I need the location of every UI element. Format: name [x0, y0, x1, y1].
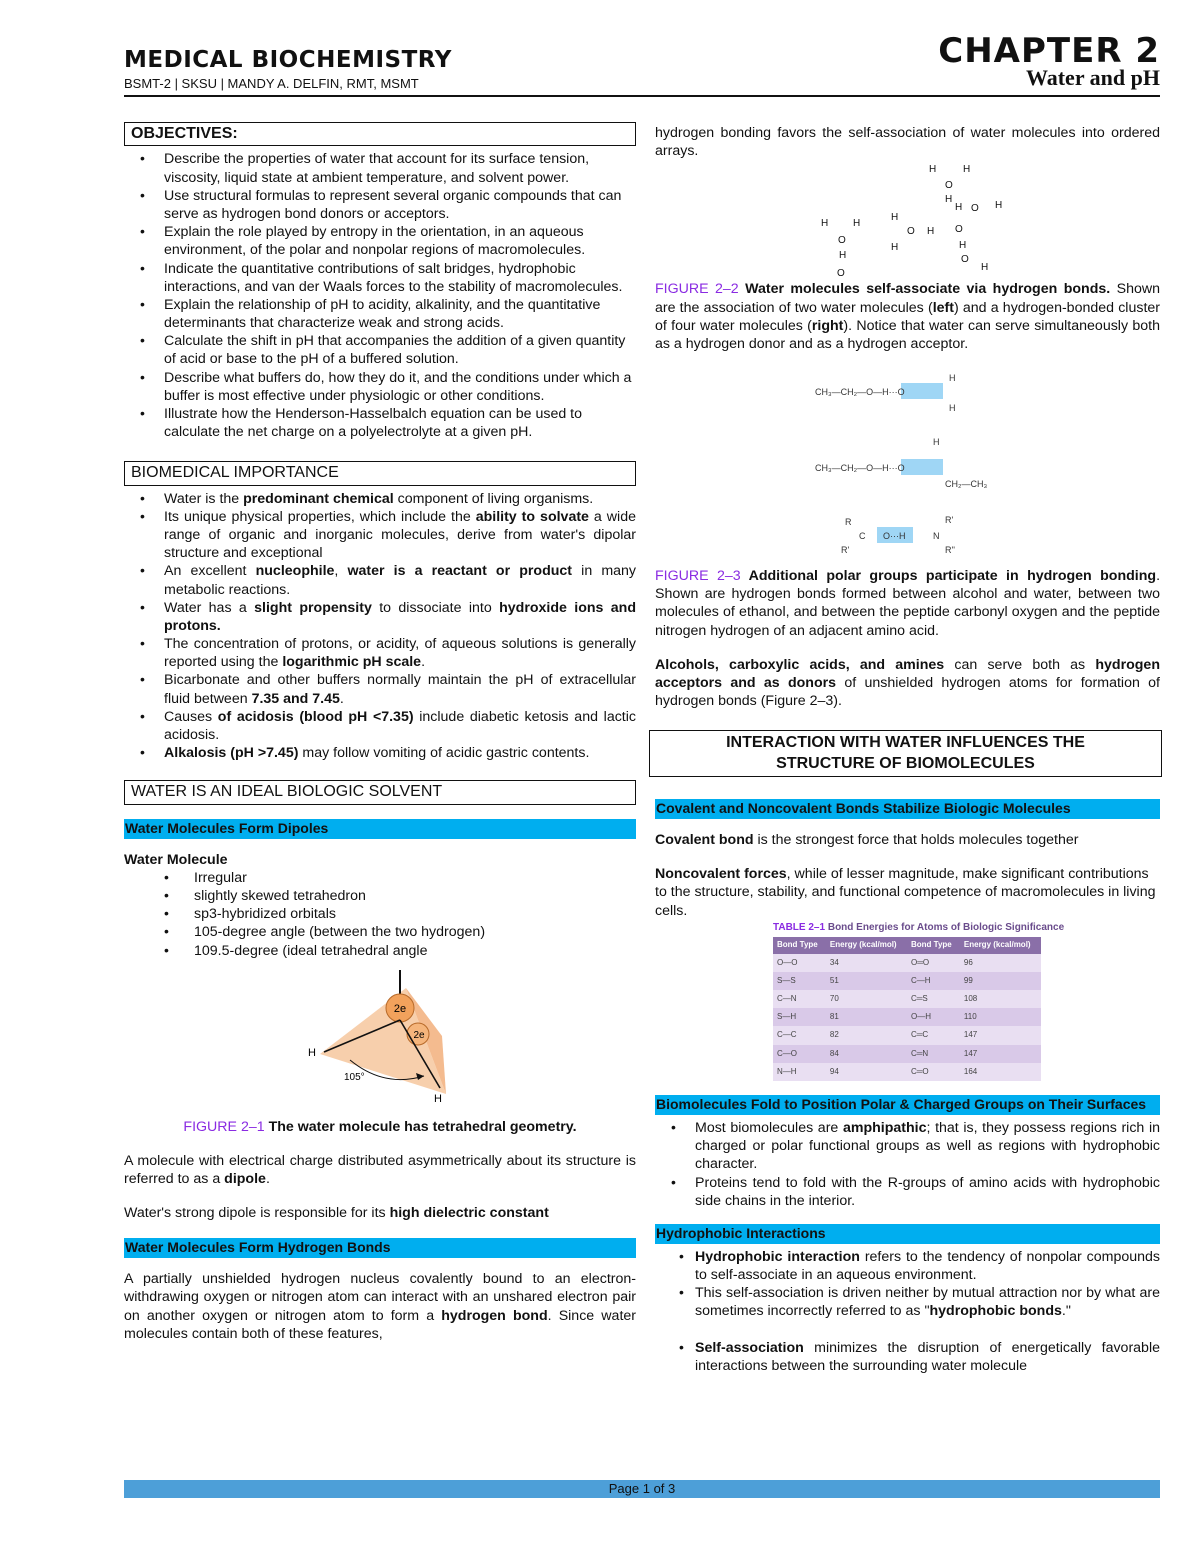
figure-2-1-caption: FIGURE 2–1 The water molecule has tetrahedral geometry. — [183, 1118, 577, 1135]
subheading-dipoles: Water Molecules Form Dipoles — [124, 819, 636, 839]
objective-item: • Describe the properties of water that account for its surface tension, viscosity, liquid state at ambient temperature, and solvent power. — [164, 150, 636, 186]
svg-text:H: H — [891, 212, 899, 224]
objective-item: • Indicate the quantitative contributions of salt bridges, hydrophobic interactions, and van der Waals forces to the stability of macromolecules. — [164, 260, 636, 296]
svg-text:O: O — [837, 268, 845, 277]
objective-item: • Illustrate how the Henderson-Hasselbalch equation can be used to calculate the net charge on a polyelectrolyte at a given pH. — [164, 405, 636, 441]
table-row: O—O 34 O═O 96 — [773, 954, 1041, 972]
biomedical-item: • An excellent nucleophile, water is a reactant or product in many metabolic reactions. — [164, 562, 636, 598]
fold-item: • Most biomolecules are amphipathic; that is, they possess regions rich in charged or polar functional groups as well as regions with hydrophobic character. — [695, 1119, 1160, 1174]
page-header — [124, 31, 1160, 94]
biomedical-item: • The concentration of protons, or acidity, of aqueous solutions is generally reported using the logarithmic pH scale. — [164, 635, 636, 671]
noncovalent-paragraph: Noncovalent forces, while of lesser magnitude, make significant contributions to the structure, stability, and functional competence of macromolecules in living cells. — [655, 866, 1156, 919]
svg-text:R: R — [845, 517, 852, 528]
svg-text:R'': R'' — [945, 545, 955, 556]
hydrophobic-list — [655, 1248, 1160, 1375]
biomedical-item: • Causes of acidosis (blood pH <7.35) include diabetic ketosis and lactic acidosis. — [164, 708, 636, 744]
svg-text:N: N — [933, 531, 940, 542]
objective-item: • Describe what buffers do, how they do it, and the conditions under which a buffer is most effective under physiologic or other conditions. — [164, 369, 636, 405]
subheading-hydrogen-bonds: Water Molecules Form Hydrogen Bonds — [124, 1238, 636, 1258]
svg-text:R': R' — [841, 545, 850, 556]
chapter-number: CHAPTER 2 — [938, 31, 1160, 71]
biomedical-list — [124, 490, 636, 763]
biomedical-item: • Alkalosis (pH >7.45) may follow vomiting of acidic gastric contents. — [164, 744, 636, 762]
figure-2-2-water-clusters — [655, 164, 1160, 276]
bond-energy-table — [773, 937, 1041, 1081]
biomedical-item: • Bicarbonate and other buffers normally maintain the pH of extracellular fluid between 7.35 and 7.45. — [164, 671, 636, 707]
svg-text:C: C — [859, 531, 866, 542]
fold-item: • Proteins tend to fold with the R-groups of amino acids with hydrophobic side chains in the interior. — [695, 1174, 1160, 1210]
svg-text:R': R' — [945, 515, 954, 526]
biomedical-heading: BIOMEDICAL IMPORTANCE — [124, 461, 636, 485]
objective-item: • Calculate the shift in pH that accompanies the addition of a given quantity of acid or base to the pH of a buffered solution. — [164, 332, 636, 368]
hydrogen-label-2: H — [434, 1092, 442, 1105]
svg-text:H: H — [927, 226, 935, 238]
molecule-item: • 105-degree angle (between the two hydrogen) — [194, 923, 636, 941]
fold-list — [655, 1119, 1160, 1210]
svg-text:H: H — [959, 240, 967, 252]
objectives-heading: OBJECTIVES: — [124, 122, 636, 146]
header-rule — [124, 95, 1160, 97]
alcohols-paragraph: Alcohols, carboxylic acids, and amines can serve both as hydrogen acceptors and as donors of unshielded hydrogen atoms for formation of hydrogen bonds (Figure 2–3). — [655, 656, 1160, 710]
solvent-heading: WATER IS AN IDEAL BIOLOGIC SOLVENT — [124, 780, 636, 804]
figure-2-2-caption: FIGURE 2–2 Water molecules self-associate via hydrogen bonds. Shown are the association of two water molecules (left) and a hydrogen-bonded cluster of four water molecules (right). Notice that water can serve simultaneously both as a hydrogen donor and as a hydrogen acceptor. — [655, 281, 1161, 352]
svg-text:H: H — [929, 164, 937, 176]
figure-2-1-tetrahedron — [124, 968, 636, 1118]
table-row: C—O 84 C═N 147 — [773, 1045, 1041, 1063]
table-row: S—H 81 O—H 110 — [773, 1008, 1041, 1026]
svg-text:O···H: O···H — [883, 531, 906, 542]
interaction-heading: INTERACTION WITH WATER INFLUENCES THE STRUCTURE OF BIOMOLECULES — [649, 730, 1162, 777]
svg-text:CH₃—CH₂—O—H···O: CH₃—CH₂—O—H···O — [815, 387, 905, 398]
svg-text:CH₂—CH₃: CH₂—CH₃ — [945, 479, 988, 490]
svg-text:H: H — [821, 218, 829, 230]
svg-text:H: H — [933, 437, 940, 448]
lone-pair-label: 2e — [393, 1002, 407, 1015]
dielectric-paragraph: Water's strong dipole is responsible for its high dielectric constant — [124, 1205, 549, 1222]
molecule-item: • slightly skewed tetrahedron — [194, 887, 636, 905]
angle-label: 105° — [344, 1071, 365, 1083]
hydrogen-label: H — [308, 1046, 316, 1059]
water-molecule-list — [124, 869, 636, 960]
table-row: C—N 70 C═S 108 — [773, 990, 1041, 1008]
svg-text:H: H — [853, 218, 861, 230]
svg-text:O: O — [907, 226, 915, 238]
left-column — [124, 122, 636, 1343]
svg-text:H: H — [963, 164, 971, 176]
continuation-paragraph: hydrogen bonding favors the self-association of water molecules into ordered arrays. — [655, 125, 1160, 160]
course-subtitle: BSMT-2 | SKSU | MANDY A. DELFIN, RMT, MSMT — [124, 76, 419, 91]
lone-pair-label-2: 2e — [413, 1029, 425, 1041]
molecule-item: • 109.5-degree (ideal tetrahedral angle — [194, 942, 636, 960]
table-row: S—S 51 C—H 99 — [773, 972, 1041, 990]
table-2-1-title: TABLE 2–1 Bond Energies for Atoms of Biologic Significance — [773, 921, 1065, 933]
svg-text:O: O — [961, 254, 969, 266]
subheading-covalent: Covalent and Noncovalent Bonds Stabilize Biologic Molecules — [655, 799, 1160, 819]
objective-item: • Explain the relationship of pH to acidity, alkalinity, and the quantitative determinants that characterize weak and strong acids. — [164, 296, 636, 332]
svg-text:H: H — [839, 250, 847, 262]
biomedical-item: • Water is the predominant chemical component of living organisms. — [164, 490, 636, 508]
figure-2-3-polar-groups — [655, 363, 1160, 559]
right-column — [655, 124, 1160, 1375]
objective-item: • Explain the role played by entropy in the orientation, in an aqueous environment, of the polar and nonpolar regions of macromolecules. — [164, 223, 636, 259]
table-row: N—H 94 C═O 164 — [773, 1063, 1041, 1081]
table-header-row: Bond Type Energy (kcal/mol) Bond Type Energy (kcal/mol) — [773, 937, 1041, 953]
hydrophobic-item: • This self-association is driven neither by mutual attraction nor by what are sometimes incorrectly referred to as "hydrophobic bonds." — [695, 1284, 1160, 1320]
subheading-hydrophobic: Hydrophobic Interactions — [655, 1224, 1160, 1244]
table-row: C—C 82 C═C 147 — [773, 1026, 1041, 1044]
course-title: MEDICAL BIOCHEMISTRY — [124, 47, 452, 73]
chapter-title: Water and pH — [1025, 65, 1160, 90]
hydrophobic-item: • Hydrophobic interaction refers to the tendency of nonpolar compounds to self-associate in an aqueous environment. — [695, 1248, 1160, 1284]
svg-text:H: H — [995, 200, 1003, 212]
molecule-item: • sp3-hybridized orbitals — [194, 905, 636, 923]
figure-2-3-caption: FIGURE 2–3 Additional polar groups participate in hydrogen bonding. Shown are hydrogen bonds formed between alcohol and water, between two molecules of ethanol, and between the peptide carbonyl oxygen and the peptide nitrogen hydrogen of an adjacent amino acid. — [655, 568, 1161, 639]
svg-text:CH₃—CH₂—O—H···O: CH₃—CH₂—O—H···O — [815, 463, 905, 474]
subheading-fold: Biomolecules Fold to Position Polar & Charged Groups on Their Surfaces — [655, 1095, 1160, 1115]
svg-text:O: O — [955, 224, 963, 236]
hydrophobic-item: • Self-association minimizes the disruption of energetically favorable interactions between the surrounding water molecule — [695, 1339, 1160, 1375]
dipole-paragraph: A molecule with electrical charge distributed asymmetrically about its structure is referred to as a dipole. — [124, 1152, 636, 1188]
svg-text:H: H — [955, 202, 963, 214]
covalent-paragraph: Covalent bond is the strongest force that holds molecules together — [655, 832, 1079, 849]
biomedical-item: • Its unique physical properties, which include the ability to solvate a wide range of organic and inorganic molecules, derive from water's dipolar structure and exceptional — [164, 508, 636, 563]
svg-text:H: H — [949, 403, 956, 414]
svg-text:O: O — [838, 235, 846, 247]
hydrogen-bond-paragraph: A partially unshielded hydrogen nucleus covalently bound to an electron-withdrawing oxygen or nitrogen atom can interact with an unshared electron pair on another oxygen or nitrogen atom to form a hydrogen bond. Since water molecules contain both of these features, — [124, 1271, 636, 1342]
svg-text:H: H — [891, 242, 899, 254]
page-footer: Page 1 of 3 — [124, 1480, 1160, 1498]
molecule-item: • Irregular — [194, 869, 636, 887]
objectives-list — [124, 150, 636, 441]
svg-text:O: O — [971, 203, 979, 215]
water-molecule-label: Water Molecule — [124, 851, 228, 868]
svg-text:H: H — [949, 373, 956, 384]
objective-item: • Use structural formulas to represent several organic compounds that can serve as hydrogen bond donors or acceptors. — [164, 187, 636, 223]
biomedical-item: • Water has a slight propensity to dissociate into hydroxide ions and protons. — [164, 599, 636, 635]
svg-text:H: H — [945, 194, 953, 206]
svg-text:H: H — [981, 262, 989, 274]
svg-text:O: O — [945, 180, 953, 192]
